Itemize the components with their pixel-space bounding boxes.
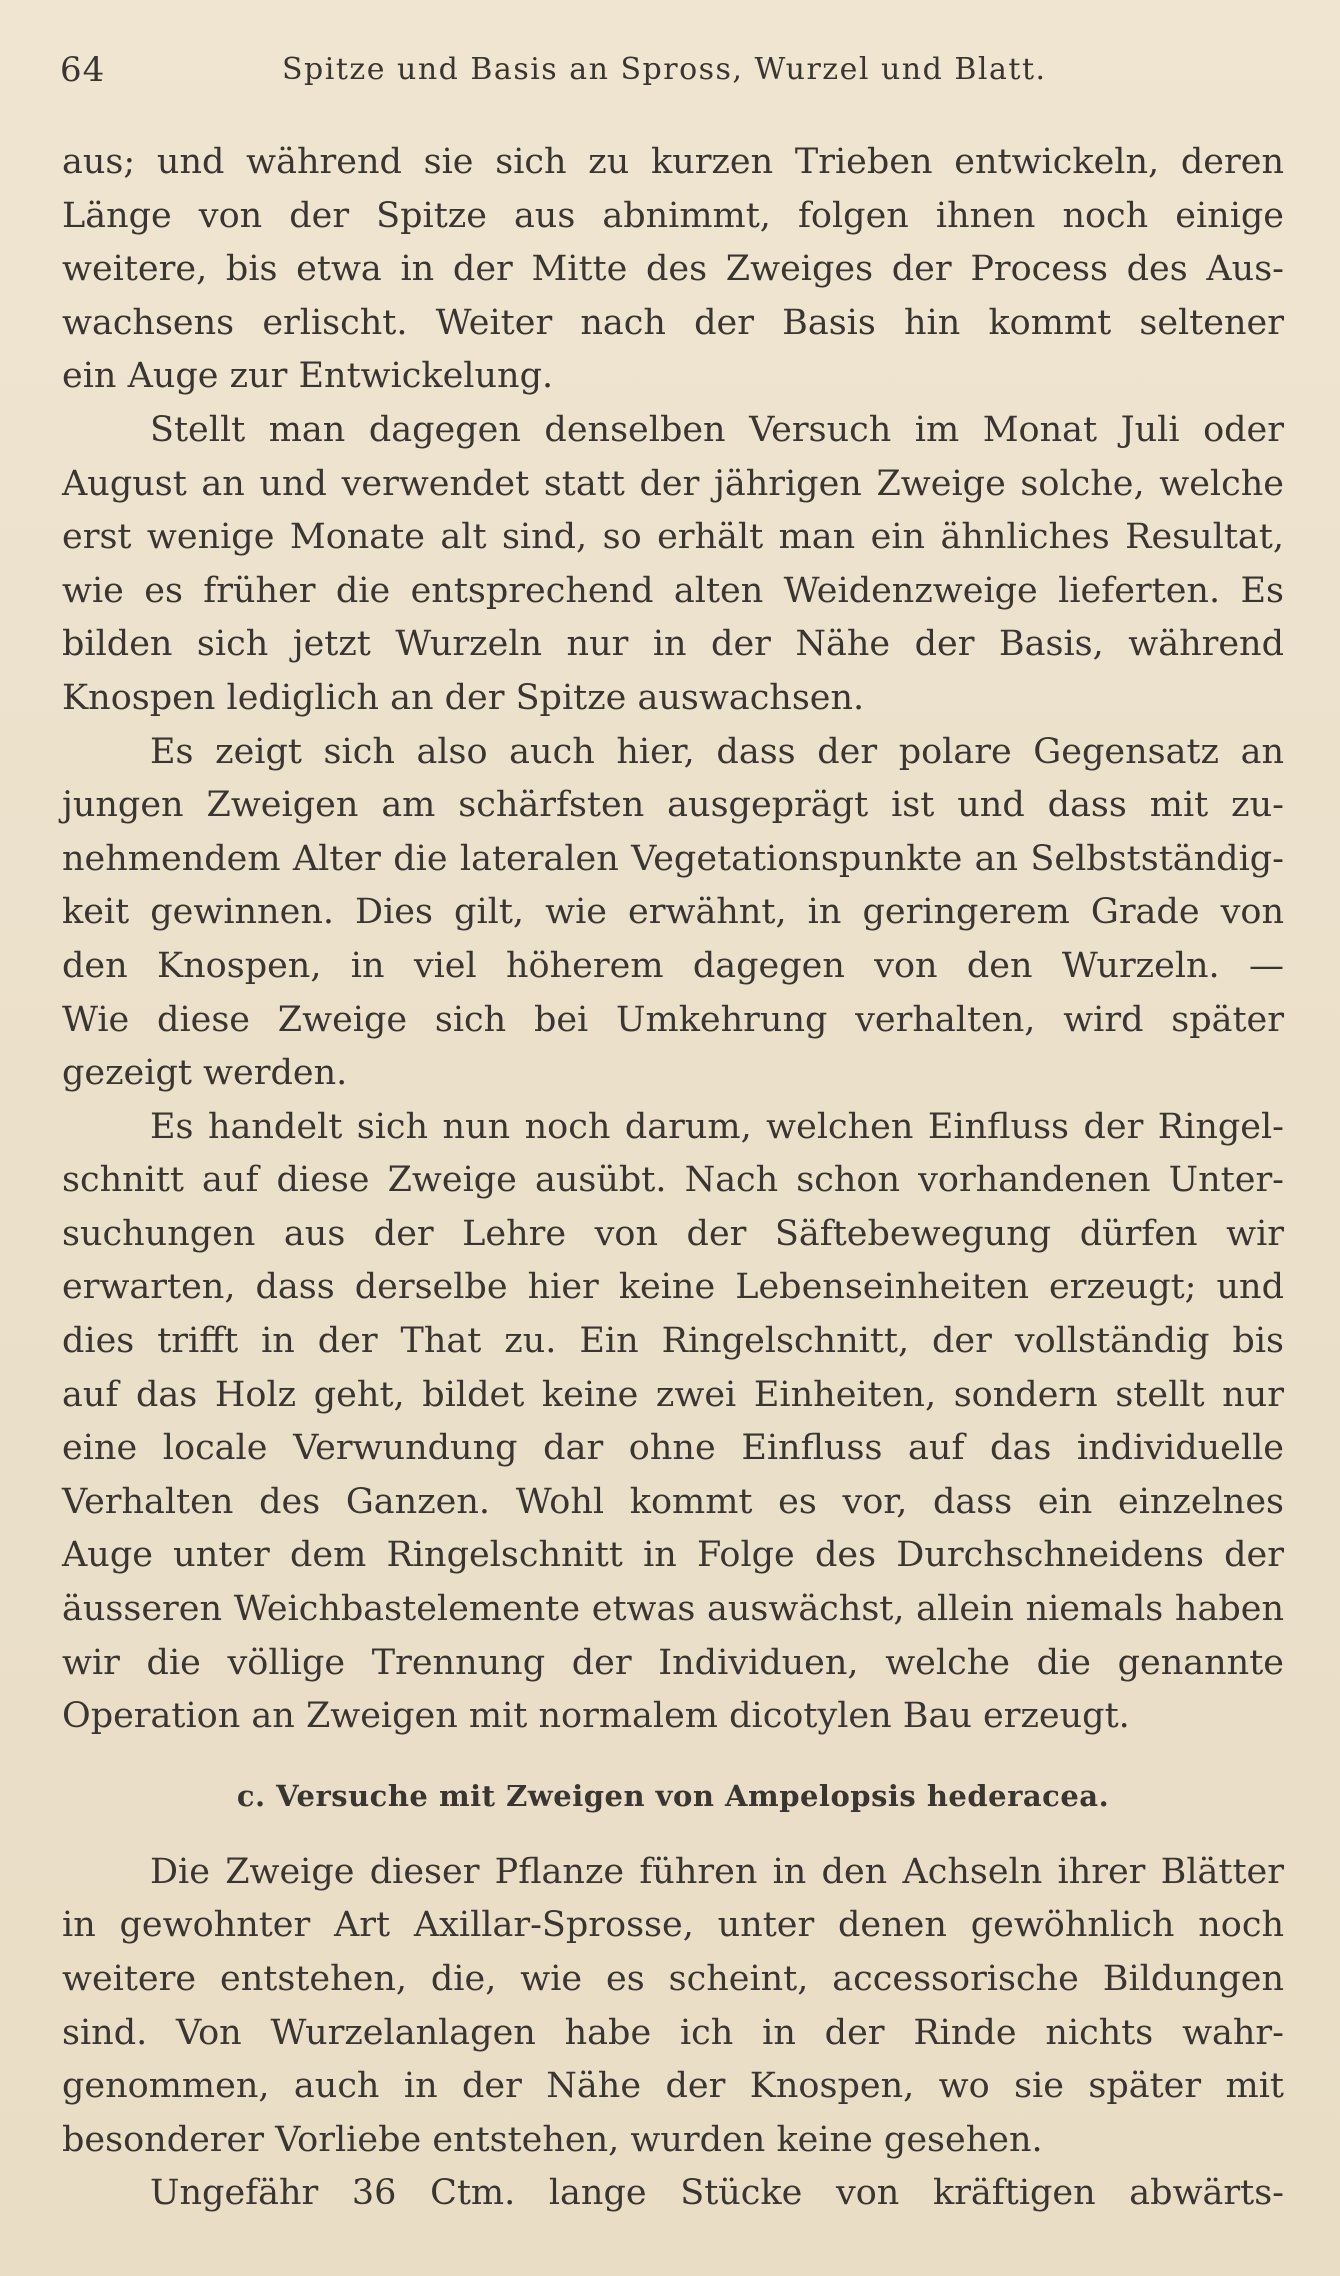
paragraph xyxy=(62,2167,1284,2221)
running-title: Spitze und Basis an Spross, Wurzel und Blatt. xyxy=(282,52,1047,87)
text-line: genommen, auch in der Nähe der Knospen, wo sie später mit xyxy=(62,2066,1284,2107)
paragraph xyxy=(62,726,1284,1101)
page-number: 64 xyxy=(60,50,106,90)
paragraphs-before-heading xyxy=(62,136,1284,1744)
text-line: August an und verwendet statt der jährigen Zweige solche, welche xyxy=(62,463,1284,504)
text-line: eine locale Verwundung dar ohne Einfluss auf das individuelle xyxy=(62,1428,1284,1469)
text-line: Länge von der Spitze aus abnimmt, folgen ihnen noch einige xyxy=(62,195,1284,236)
text-line: schnitt auf diese Zweige ausübt. Nach schon vorhandenen Unter- xyxy=(62,1160,1284,1201)
text-line: Ungefähr 36 Ctm. lange Stücke von kräftigen abwärts- xyxy=(150,2173,1284,2214)
text-line: jungen Zweigen am schärfsten ausgeprägt ist und dass mit zu- xyxy=(62,785,1284,826)
text-line: den Knospen, in viel höherem dagegen von den Wurzeln. — xyxy=(62,945,1284,986)
text-line: ein Auge zur Entwickelung. xyxy=(62,356,554,397)
text-line: wie es früher die entsprechend alten Weidenzweige lieferten. Es xyxy=(62,570,1284,611)
text-line: Die Zweige dieser Pflanze führen in den Achseln ihrer Blätter xyxy=(150,1851,1284,1892)
text-line: dies trifft in der That zu. Ein Ringelschnitt, der vollständig bis xyxy=(62,1321,1284,1362)
text-line: aus; und während sie sich zu kurzen Trieben entwickeln, deren xyxy=(62,142,1284,182)
text-line: Wie diese Zweige sich bei Umkehrung verhalten, wird später xyxy=(62,999,1284,1040)
text-line: wir die völlige Trennung der Individuen, welche die genannte xyxy=(62,1642,1284,1683)
text-line: Es zeigt sich also auch hier, dass der polare Gegensatz an xyxy=(150,731,1284,772)
text-line: bilden sich jetzt Wurzeln nur in der Nähe der Basis, während xyxy=(62,624,1284,665)
text-line: besonderer Vorliebe entstehen, wurden keine gesehen. xyxy=(62,2119,1043,2160)
text-line: suchungen aus der Lehre von der Säftebewegung dürfen wir xyxy=(62,1213,1284,1254)
paragraph xyxy=(62,404,1284,726)
text-line: Operation an Zweigen mit normalem dicotylen Bau erzeugt. xyxy=(62,1696,1130,1737)
text-line: weitere entstehen, die, wie es scheint, accessorische Bildungen xyxy=(62,1959,1284,1999)
paragraphs-after-heading xyxy=(62,1846,1284,2221)
text-line: weitere, bis etwa in der Mitte des Zweiges der Process des Aus- xyxy=(62,249,1284,290)
text-line: erwarten, dass derselbe hier keine Lebenseinheiten erzeugt; und xyxy=(62,1267,1284,1308)
text-line: gezeigt werden. xyxy=(62,1053,348,1094)
text-line: keit gewinnen. Dies gilt, wie erwähnt, in geringerem Grade von xyxy=(62,892,1284,933)
text-line: auf das Holz geht, bildet keine zwei Einheiten, sondern stellt nur xyxy=(62,1374,1284,1415)
text-line: Verhalten des Ganzen. Wohl kommt es vor, dass ein einzelnes xyxy=(62,1481,1284,1522)
text-line: Auge unter dem Ringelschnitt in Folge des Durchschneidens der xyxy=(62,1535,1284,1576)
paragraph xyxy=(62,136,1284,404)
text-line: äusseren Weichbastelemente etwas auswächst, allein niemals haben xyxy=(62,1589,1284,1630)
section-heading: c. Versuche mit Zweigen von Ampelopsis hederacea. xyxy=(236,1778,1110,1813)
text-line: erst wenige Monate alt sind, so erhält man ein ähnliches Resultat, xyxy=(62,517,1284,558)
text-line: nehmendem Alter die lateralen Vegetationspunkte an Selbstständig- xyxy=(62,838,1284,879)
text-line: Knospen lediglich an der Spitze auswachsen. xyxy=(62,677,865,718)
text-line: Es handelt sich nun noch darum, welchen Einfluss der Ringel- xyxy=(150,1106,1284,1147)
body-text xyxy=(62,136,1284,2221)
text-line: sind. Von Wurzelanlagen habe ich in der Rinde nichts wahr- xyxy=(62,2012,1284,2053)
text-line: in gewohnter Art Axillar-Sprosse, unter denen gewöhnlich noch xyxy=(62,1905,1284,1946)
paragraph xyxy=(62,1846,1284,2168)
paragraph xyxy=(62,1101,1284,1744)
text-line: Stellt man dagegen denselben Versuch im Monat Juli oder xyxy=(150,409,1284,450)
text-line: wachsens erlischt. Weiter nach der Basis hin kommt seltener xyxy=(62,302,1284,343)
page-header xyxy=(60,50,1280,104)
